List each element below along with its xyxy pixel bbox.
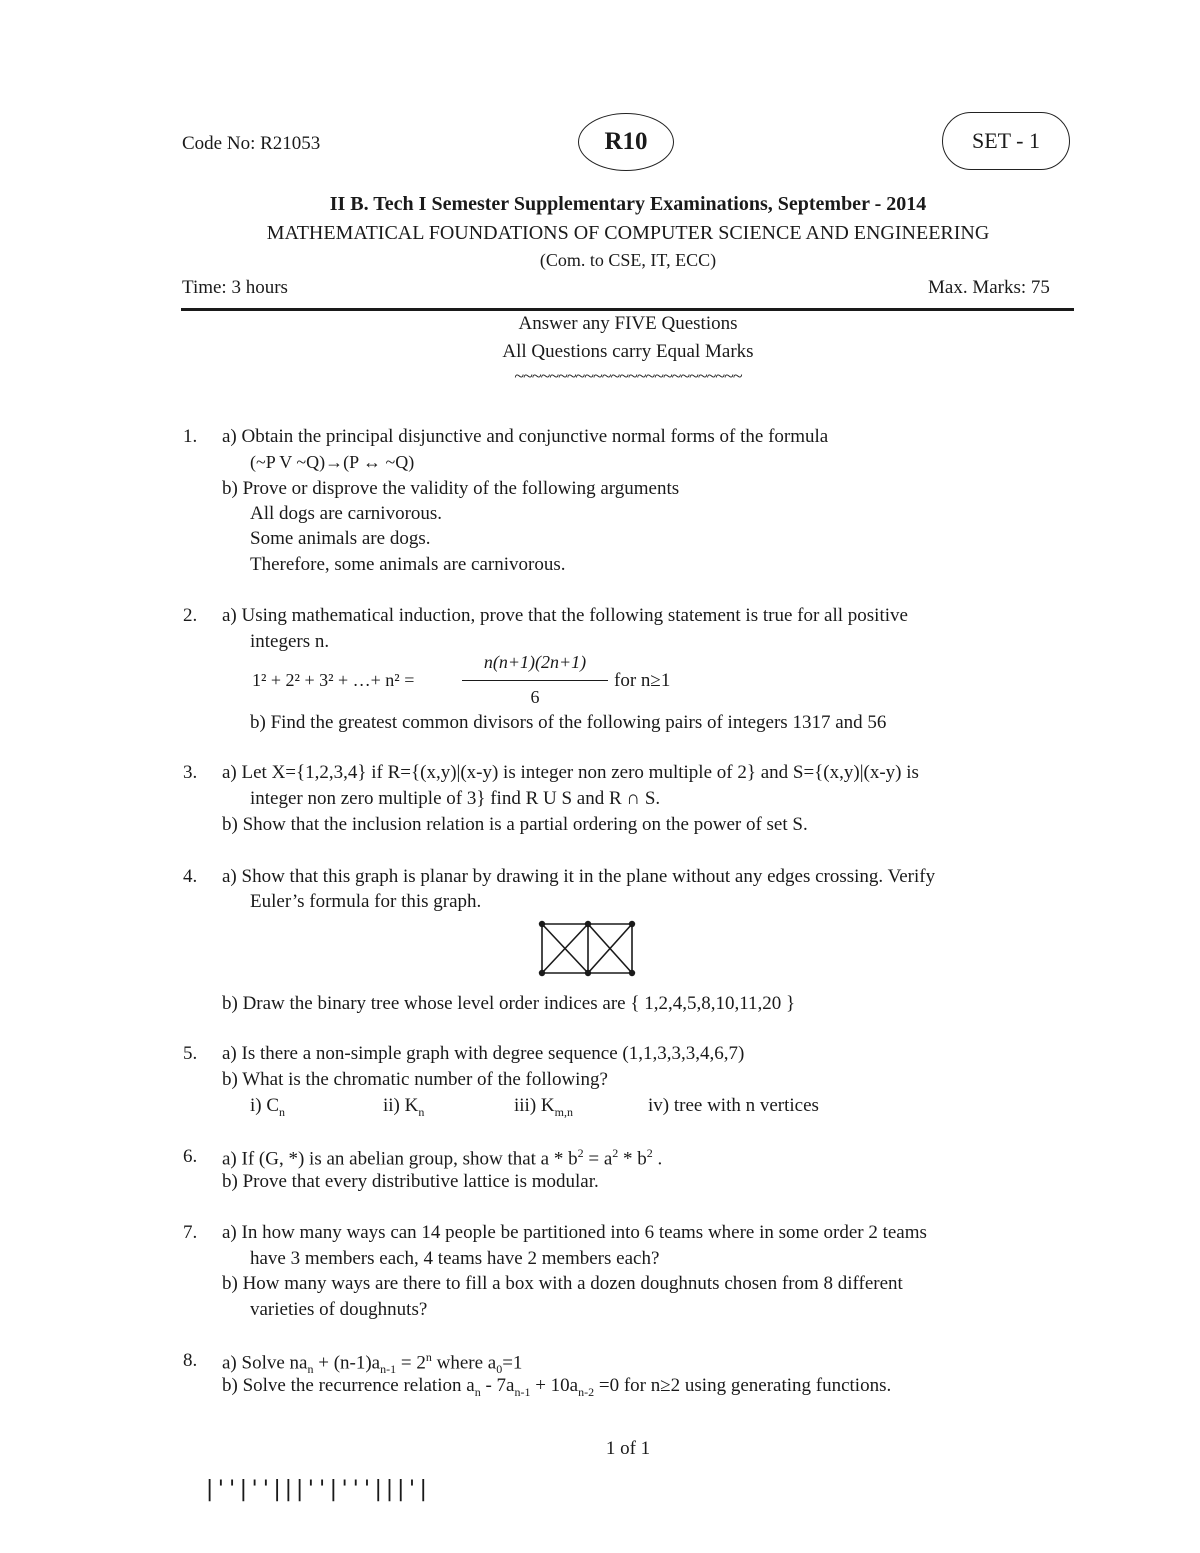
max-marks: Max. Marks: 75: [928, 277, 1050, 298]
fraction-bar: [462, 680, 608, 681]
question-line: a) Obtain the principal disjunctive and conjunctive normal forms of the formula: [222, 426, 829, 447]
question-number: 1.: [183, 426, 198, 447]
question-line: b) Prove or disprove the validity of the following arguments: [222, 478, 680, 499]
subject-title: MATHEMATICAL FOUNDATIONS OF COMPUTER SCIENCE AND ENGINEERING: [266, 222, 990, 244]
question-line: a) Using mathematical induction, prove that the following statement is true for all positive: [222, 605, 908, 626]
question-line: a) Is there a non-simple graph with degree sequence (1,1,3,3,3,4,6,7): [222, 1043, 745, 1064]
question-line: b) What is the chromatic number of the following?: [222, 1069, 608, 1090]
question-line: b) Solve the recurrence relation $a_n - 7a_{n-1} + 10a_{n-2} =0$ for n≥2 using generating functions.: [222, 1375, 892, 1399]
question-number: 5.: [183, 1043, 198, 1064]
exam-title: II B. Tech I Semester Supplementary Examinations, September - 2014: [329, 193, 927, 215]
question-line: b) How many ways are there to fill a box with a dozen doughnuts chosen from 8 different: [222, 1273, 903, 1294]
question-line: Some animals are dogs.: [250, 528, 431, 549]
option-bipartite-graph: iii) $K_{m,n}$: [514, 1095, 573, 1119]
planar-graph-figure: [538, 919, 638, 979]
question-line: a) In how many ways can 14 people be partitioned into 6 teams where in some order 2 teams: [222, 1222, 927, 1243]
question-formula: (~P V ~Q)→(P ↔ ~Q): [250, 452, 415, 472]
question-line: b) Find the greatest common divisors of the following pairs of integers 1317 and 56: [250, 712, 887, 733]
graph-vertex: [629, 970, 635, 976]
question-line: b) Show that the inclusion relation is a partial ordering on the power of set S.: [222, 814, 808, 835]
option-cycle-graph: i) $C_n$: [250, 1095, 286, 1119]
question-line: b) Prove that every distributive lattice is modular.: [222, 1171, 599, 1192]
regulation-badge: R10: [578, 113, 674, 171]
question-line: varieties of doughnuts?: [250, 1299, 428, 1320]
fraction-denominator: 6: [530, 687, 540, 707]
time-allowed: Time: 3 hours: [182, 277, 288, 298]
fraction-numerator: n(n+1)(2n+1): [483, 652, 587, 672]
question-line: a) Solve $na_n + (n-1)a_{n-1} = 2^n$ where $a_0=1$: [222, 1350, 523, 1377]
condition-text: for n≥1: [614, 670, 671, 691]
question-number: 6.: [183, 1146, 198, 1167]
question-line: b) Draw the binary tree whose level order indices are { 1,2,4,5,8,10,11,20 }: [222, 993, 796, 1014]
question-number: 4.: [183, 866, 198, 887]
header-divider: [181, 308, 1074, 311]
graph-vertex: [585, 970, 591, 976]
question-line: integers n.: [250, 631, 330, 652]
option-tree: iv) tree with n vertices: [648, 1095, 819, 1116]
question-number: 8.: [183, 1350, 198, 1371]
option-complete-graph: ii) $K_n$: [383, 1095, 425, 1119]
graph-vertex: [539, 921, 545, 927]
question-line: integer non zero multiple of 3} find R U S and R ∩ S.: [250, 788, 661, 809]
common-to-branches: (Com. to CSE, IT, ECC): [539, 250, 717, 270]
instruction-equal-marks: All Questions carry Equal Marks: [502, 341, 754, 362]
question-number: 3.: [183, 762, 198, 783]
question-number: 2.: [183, 605, 198, 626]
graph-vertex: [539, 970, 545, 976]
question-number: 7.: [183, 1222, 198, 1243]
question-line: All dogs are carnivorous.: [250, 503, 443, 524]
sum-of-squares-lhs: 1² + 2² + 3² + …+ n² =: [252, 670, 415, 690]
question-line: Therefore, some animals are carnivorous.: [250, 554, 566, 575]
page-number: 1 of 1: [605, 1438, 651, 1459]
question-line: a) Show that this graph is planar by drawing it in the plane without any edges crossing. Verify: [222, 866, 936, 887]
graph-vertex: [585, 921, 591, 927]
question-line: Euler’s formula for this graph.: [250, 891, 482, 912]
question-line: a) If (G, *) is an abelian group, show that $a * b^2 = a^2 * b^2$ .: [222, 1146, 663, 1170]
question-line: a) Let X={1,2,3,4} if R={(x,y)|(x-y) is integer non zero multiple of 2} and S={(x,y)|(x-y) is: [222, 762, 919, 783]
question-line: have 3 members each, 4 teams have 2 members each?: [250, 1248, 660, 1269]
barcode: |''|''|||''|'''|||'|: [203, 1477, 428, 1502]
graph-vertex: [629, 921, 635, 927]
set-badge: SET - 1: [942, 112, 1070, 170]
code-number: Code No: R21053: [182, 133, 321, 154]
instruction-answer-five: Answer any FIVE Questions: [518, 313, 738, 334]
tilde-separator: ~~~~~~~~~~~~~~~~~~~~~~~~~~: [514, 366, 742, 386]
